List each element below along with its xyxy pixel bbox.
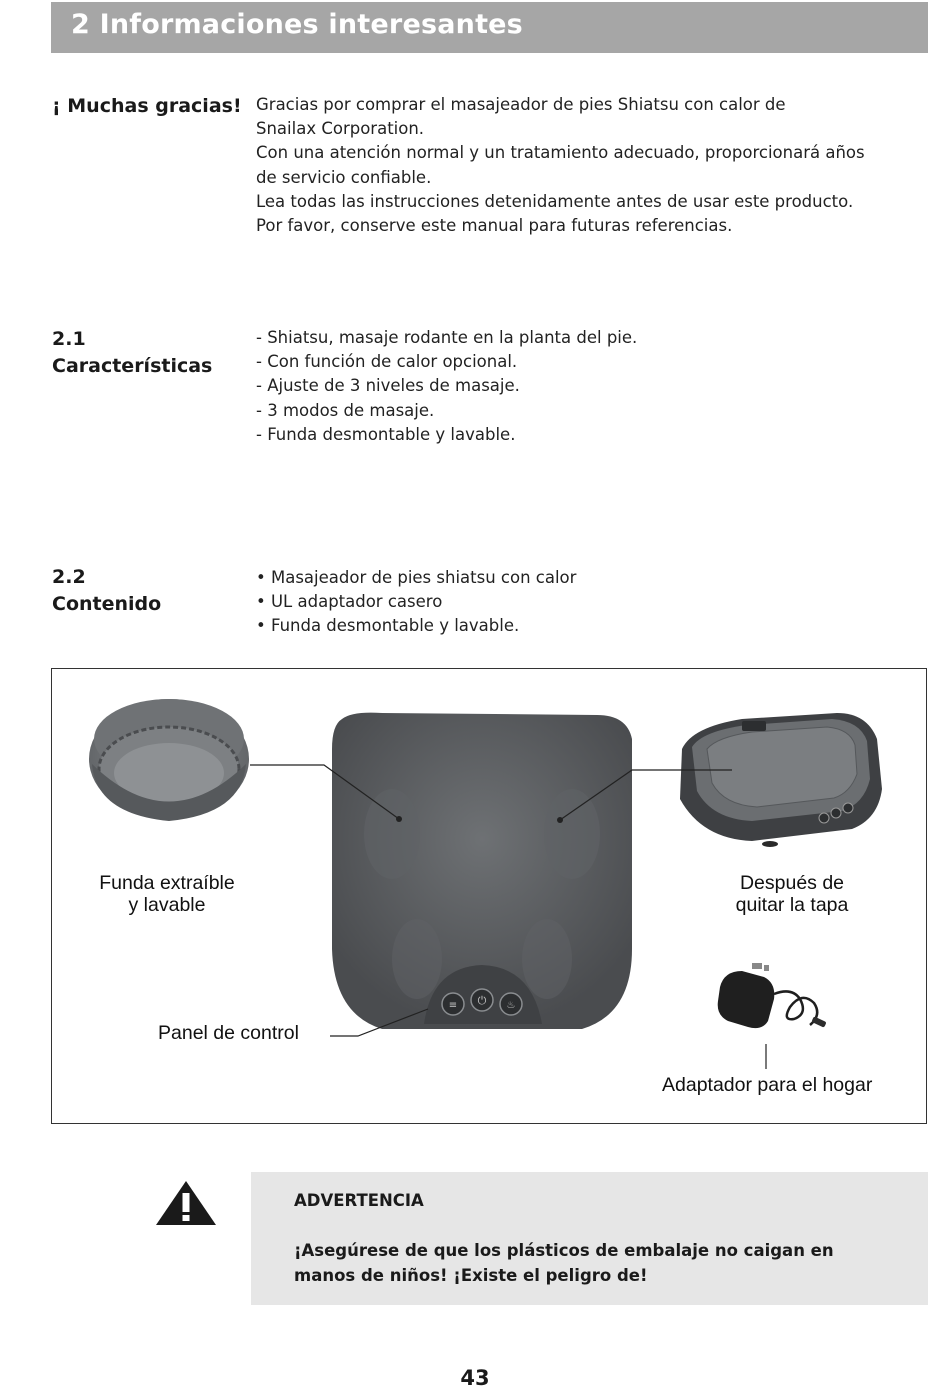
thanks-paragraph <box>256 93 865 238</box>
adapter-image <box>718 963 827 1028</box>
warning-text <box>294 1238 894 1288</box>
section-title: 2 Informaciones interesantes <box>71 9 523 40</box>
contents-title: Contenido <box>52 593 162 615</box>
thanks-line: Con una atención normal y un tratamiento adecuado, proporcionará años <box>256 143 865 163</box>
contents-number: 2.2 <box>52 566 86 588</box>
list-item: • Masajeador de pies shiatsu con calor <box>256 568 577 587</box>
adapter-label: Adaptador para el hogar <box>662 1074 873 1096</box>
thanks-heading: ¡ Muchas gracias! <box>52 95 242 117</box>
cover-image <box>89 699 249 821</box>
list-item: • Funda desmontable y lavable. <box>256 616 520 636</box>
control-panel-label: Panel de control <box>158 1022 299 1044</box>
features-title: Características <box>52 355 213 377</box>
list-item: - Con función de calor opcional. <box>256 352 518 372</box>
features-heading <box>52 326 212 380</box>
massager-image <box>332 713 632 1029</box>
page-number: 43 <box>460 1366 490 1390</box>
warning-title: ADVERTENCIA <box>294 1191 424 1210</box>
list-item: - Shiatsu, masaje rodante en la planta del pie. <box>256 328 638 347</box>
warning-line: manos de niños! ¡Existe el peligro de! <box>294 1266 648 1285</box>
list-item: • UL adaptador casero <box>256 592 443 612</box>
features-list <box>256 326 637 447</box>
contents-list <box>256 566 576 639</box>
list-item: - Ajuste de 3 niveles de masaje. <box>256 376 520 396</box>
uncovered-massager-image <box>680 713 882 847</box>
cover-label: Funda extraíble y lavable <box>99 872 235 916</box>
after-cover-label: Después de quitar la tapa <box>735 872 849 916</box>
svg-text:♨: ♨ <box>506 1000 516 1011</box>
svg-text:≡: ≡ <box>448 1000 458 1011</box>
section-header-bar <box>51 2 928 53</box>
features-number: 2.1 <box>52 328 86 350</box>
contents-heading <box>52 564 161 618</box>
thanks-line: Por favor, conserve este manual para futuras referencias. <box>256 216 733 236</box>
thanks-line: Lea todas las instrucciones detenidamente antes de usar este producto. <box>256 191 854 211</box>
warning-icon <box>154 1179 218 1227</box>
list-item: - 3 modos de masaje. <box>256 400 435 420</box>
thanks-line: de servicio confiable. <box>256 167 432 187</box>
list-item: - Funda desmontable y lavable. <box>256 424 516 444</box>
svg-text:⏻: ⏻ <box>477 994 487 1007</box>
thanks-line: Snailax Corporation. <box>256 119 425 139</box>
warning-box <box>251 1172 928 1305</box>
product-figure <box>51 668 927 1124</box>
thanks-line: Gracias por comprar el masajeador de pies Shiatsu con calor de <box>256 95 786 114</box>
warning-line: ¡Asegúrese de que los plásticos de embalaje no caigan en <box>294 1241 834 1260</box>
